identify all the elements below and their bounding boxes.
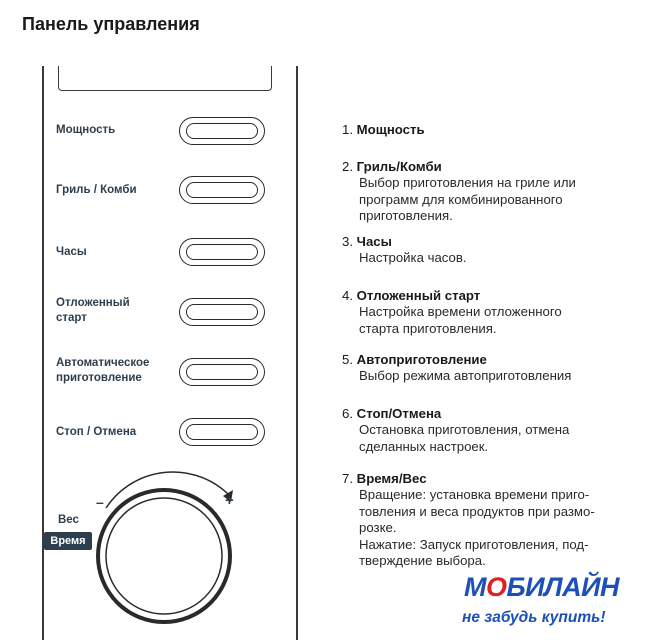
dial-knob-outer (98, 490, 230, 622)
dial-plus-sign: + (225, 492, 234, 509)
page-title: Панель управления (22, 14, 200, 34)
grill-combi-button[interactable] (179, 176, 265, 204)
auto-cook-button[interactable] (179, 358, 265, 386)
delay-start-label: Отложенный старт (56, 297, 130, 324)
logo-wordmark: МОБИЛАЙН (464, 572, 620, 602)
time-badge: Время (44, 532, 92, 550)
clock-label: Часы (56, 246, 87, 258)
list-item: 1. Мощность (342, 122, 425, 137)
panel-right-edge (296, 66, 298, 640)
delay-start-button[interactable] (179, 298, 265, 326)
panel-left-edge (42, 66, 44, 640)
list-item: 4. Отложенный старт Настройка времени отложенного старта приготовления. (342, 288, 562, 336)
logo-slogan: не забудь купить! (462, 609, 606, 626)
list-item: 2. Гриль/Комби Выбор приготовления на гриле или программ для комбинированного приготовления. (342, 159, 576, 224)
stop-cancel-button[interactable] (179, 418, 265, 446)
power-button[interactable] (179, 117, 265, 145)
auto-cook-label: Автоматическое приготовление (56, 357, 150, 384)
time-weight-dial[interactable] (88, 460, 278, 640)
stop-cancel-label: Стоп / Отмена (56, 426, 137, 438)
display-window (58, 66, 272, 91)
list-item: 5. Автоприготовление Выбор режима автоприготовления (342, 352, 572, 384)
list-item: 3. Часы Настройка часов. (342, 234, 467, 266)
dial-minus-sign: – (96, 494, 104, 510)
power-label: Мощность (56, 124, 116, 136)
weight-label: Вес (58, 514, 79, 526)
grill-combi-label: Гриль / Комби (56, 184, 137, 196)
list-item: 6. Стоп/Отмена Остановка приготовления, отмена сделанных настроек. (342, 406, 570, 454)
mobilain-logo (462, 572, 632, 632)
clock-button[interactable] (179, 238, 265, 266)
dial-knob-inner (106, 498, 222, 614)
list-item: 7. Время/Вес Вращение: установка времени приго- товления и веса продуктов при размо- розке. Нажатие: Запуск приготовления, под- тверждение выбора. (342, 471, 595, 569)
